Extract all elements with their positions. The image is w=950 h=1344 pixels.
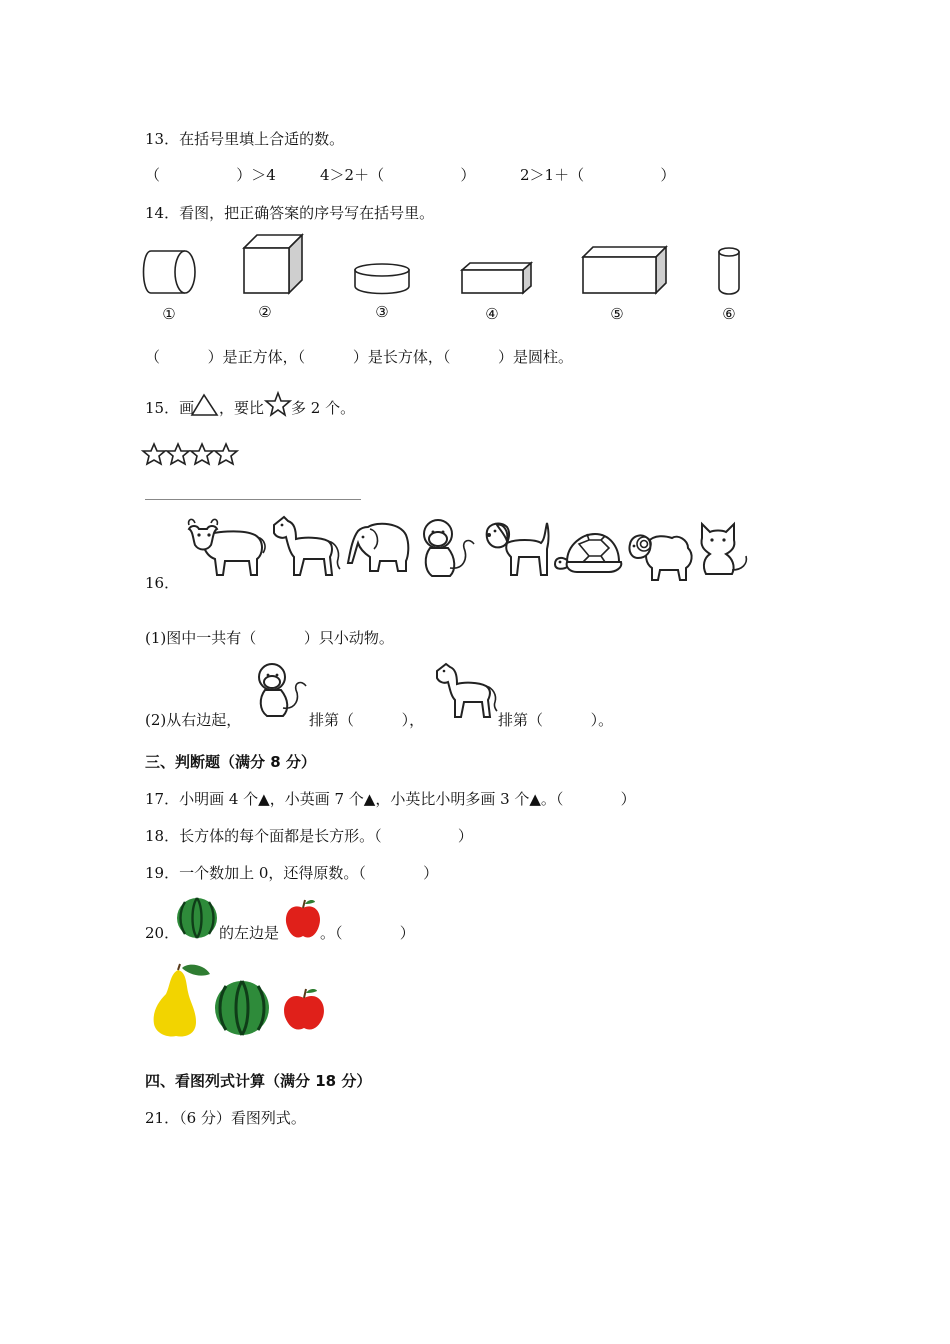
star-icon <box>143 444 165 464</box>
section-3-heading: 三、判断题（满分 8 分） <box>145 753 316 771</box>
horse-icon <box>432 662 498 722</box>
section-4-heading: 四、看图列式计算（满分 18 分） <box>145 1072 372 1090</box>
shape-label-5: ⑤ <box>610 305 624 323</box>
shape-label-6: ⑥ <box>722 305 736 323</box>
q20-end[interactable]: 。（ ） <box>320 924 415 942</box>
shape-label-4: ④ <box>485 305 499 323</box>
q16-sub2-mid[interactable]: 排第（ ）， <box>309 711 425 729</box>
turtle-icon <box>553 530 625 580</box>
watermelon-icon <box>214 980 270 1036</box>
monkey-icon <box>256 662 308 724</box>
q13-blank-1[interactable]: （ ）＞4 <box>145 166 276 184</box>
large-cuboid-icon <box>582 246 668 296</box>
q16-sub2-end[interactable]: 排第（ ）。 <box>498 711 614 729</box>
ox-icon <box>185 515 267 579</box>
star-icon <box>191 444 213 464</box>
watermelon-icon <box>176 897 218 939</box>
q18-text[interactable]: 18．长方体的每个面都是长方形。（ ） <box>145 827 473 845</box>
q21-text: 21．（6 分）看图列式。 <box>145 1109 306 1127</box>
answer-line <box>145 499 361 500</box>
cylinder-lying-icon <box>143 248 199 296</box>
elephant-icon <box>348 517 412 575</box>
sheep-icon <box>626 528 694 586</box>
q13-blank-3[interactable]: 2＞1＋（ ） <box>520 166 676 184</box>
apple-icon <box>283 986 325 1032</box>
shape-label-3: ③ <box>375 303 389 321</box>
monkey-icon <box>420 518 478 584</box>
q19-text[interactable]: 19．一个数加上 0，还得原数。（ ） <box>145 864 439 882</box>
q16-number: 16． <box>145 574 180 592</box>
pear-icon <box>148 962 214 1038</box>
q13-blank-2[interactable]: 4＞2＋（ ） <box>320 166 476 184</box>
q20-mid: 的左边是 <box>219 924 280 942</box>
apple-icon <box>285 898 321 940</box>
q13-title: 13．在括号里填上合适的数。 <box>145 130 345 148</box>
star-icon <box>167 444 189 464</box>
shape-label-1: ① <box>162 305 176 323</box>
star-icon <box>265 392 291 416</box>
cat-icon <box>696 520 752 578</box>
tall-cylinder-icon <box>717 246 743 296</box>
dog-icon <box>483 517 553 579</box>
q15-prefix: 15．画 <box>145 399 195 417</box>
q16-sub2-prefix: (2)从右边起， <box>145 711 242 729</box>
q17-text[interactable]: 17．小明画 4 个▲，小英画 7 个▲，小英比小明多画 3 个▲。（ ） <box>145 790 636 808</box>
flat-cylinder-icon <box>353 262 413 294</box>
q15-mid: ，要比 <box>219 399 265 417</box>
star-row <box>143 443 237 467</box>
shape-label-2: ② <box>258 303 272 321</box>
small-cuboid-icon <box>461 262 533 296</box>
star-icon <box>215 444 237 464</box>
q15-suffix: 多 2 个。 <box>291 399 356 417</box>
q14-title: 14．看图，把正确答案的序号写在括号里。 <box>145 204 435 222</box>
triangle-icon <box>191 393 219 417</box>
q20-number: 20． <box>145 924 180 942</box>
cube-icon <box>243 234 305 296</box>
horse-icon <box>268 515 342 581</box>
q14-answer-line[interactable]: （ ）是正方体，（ ）是长方体，（ ）是圆柱。 <box>145 348 574 366</box>
q16-sub1[interactable]: (1)图中一共有（ ）只小动物。 <box>145 629 394 647</box>
